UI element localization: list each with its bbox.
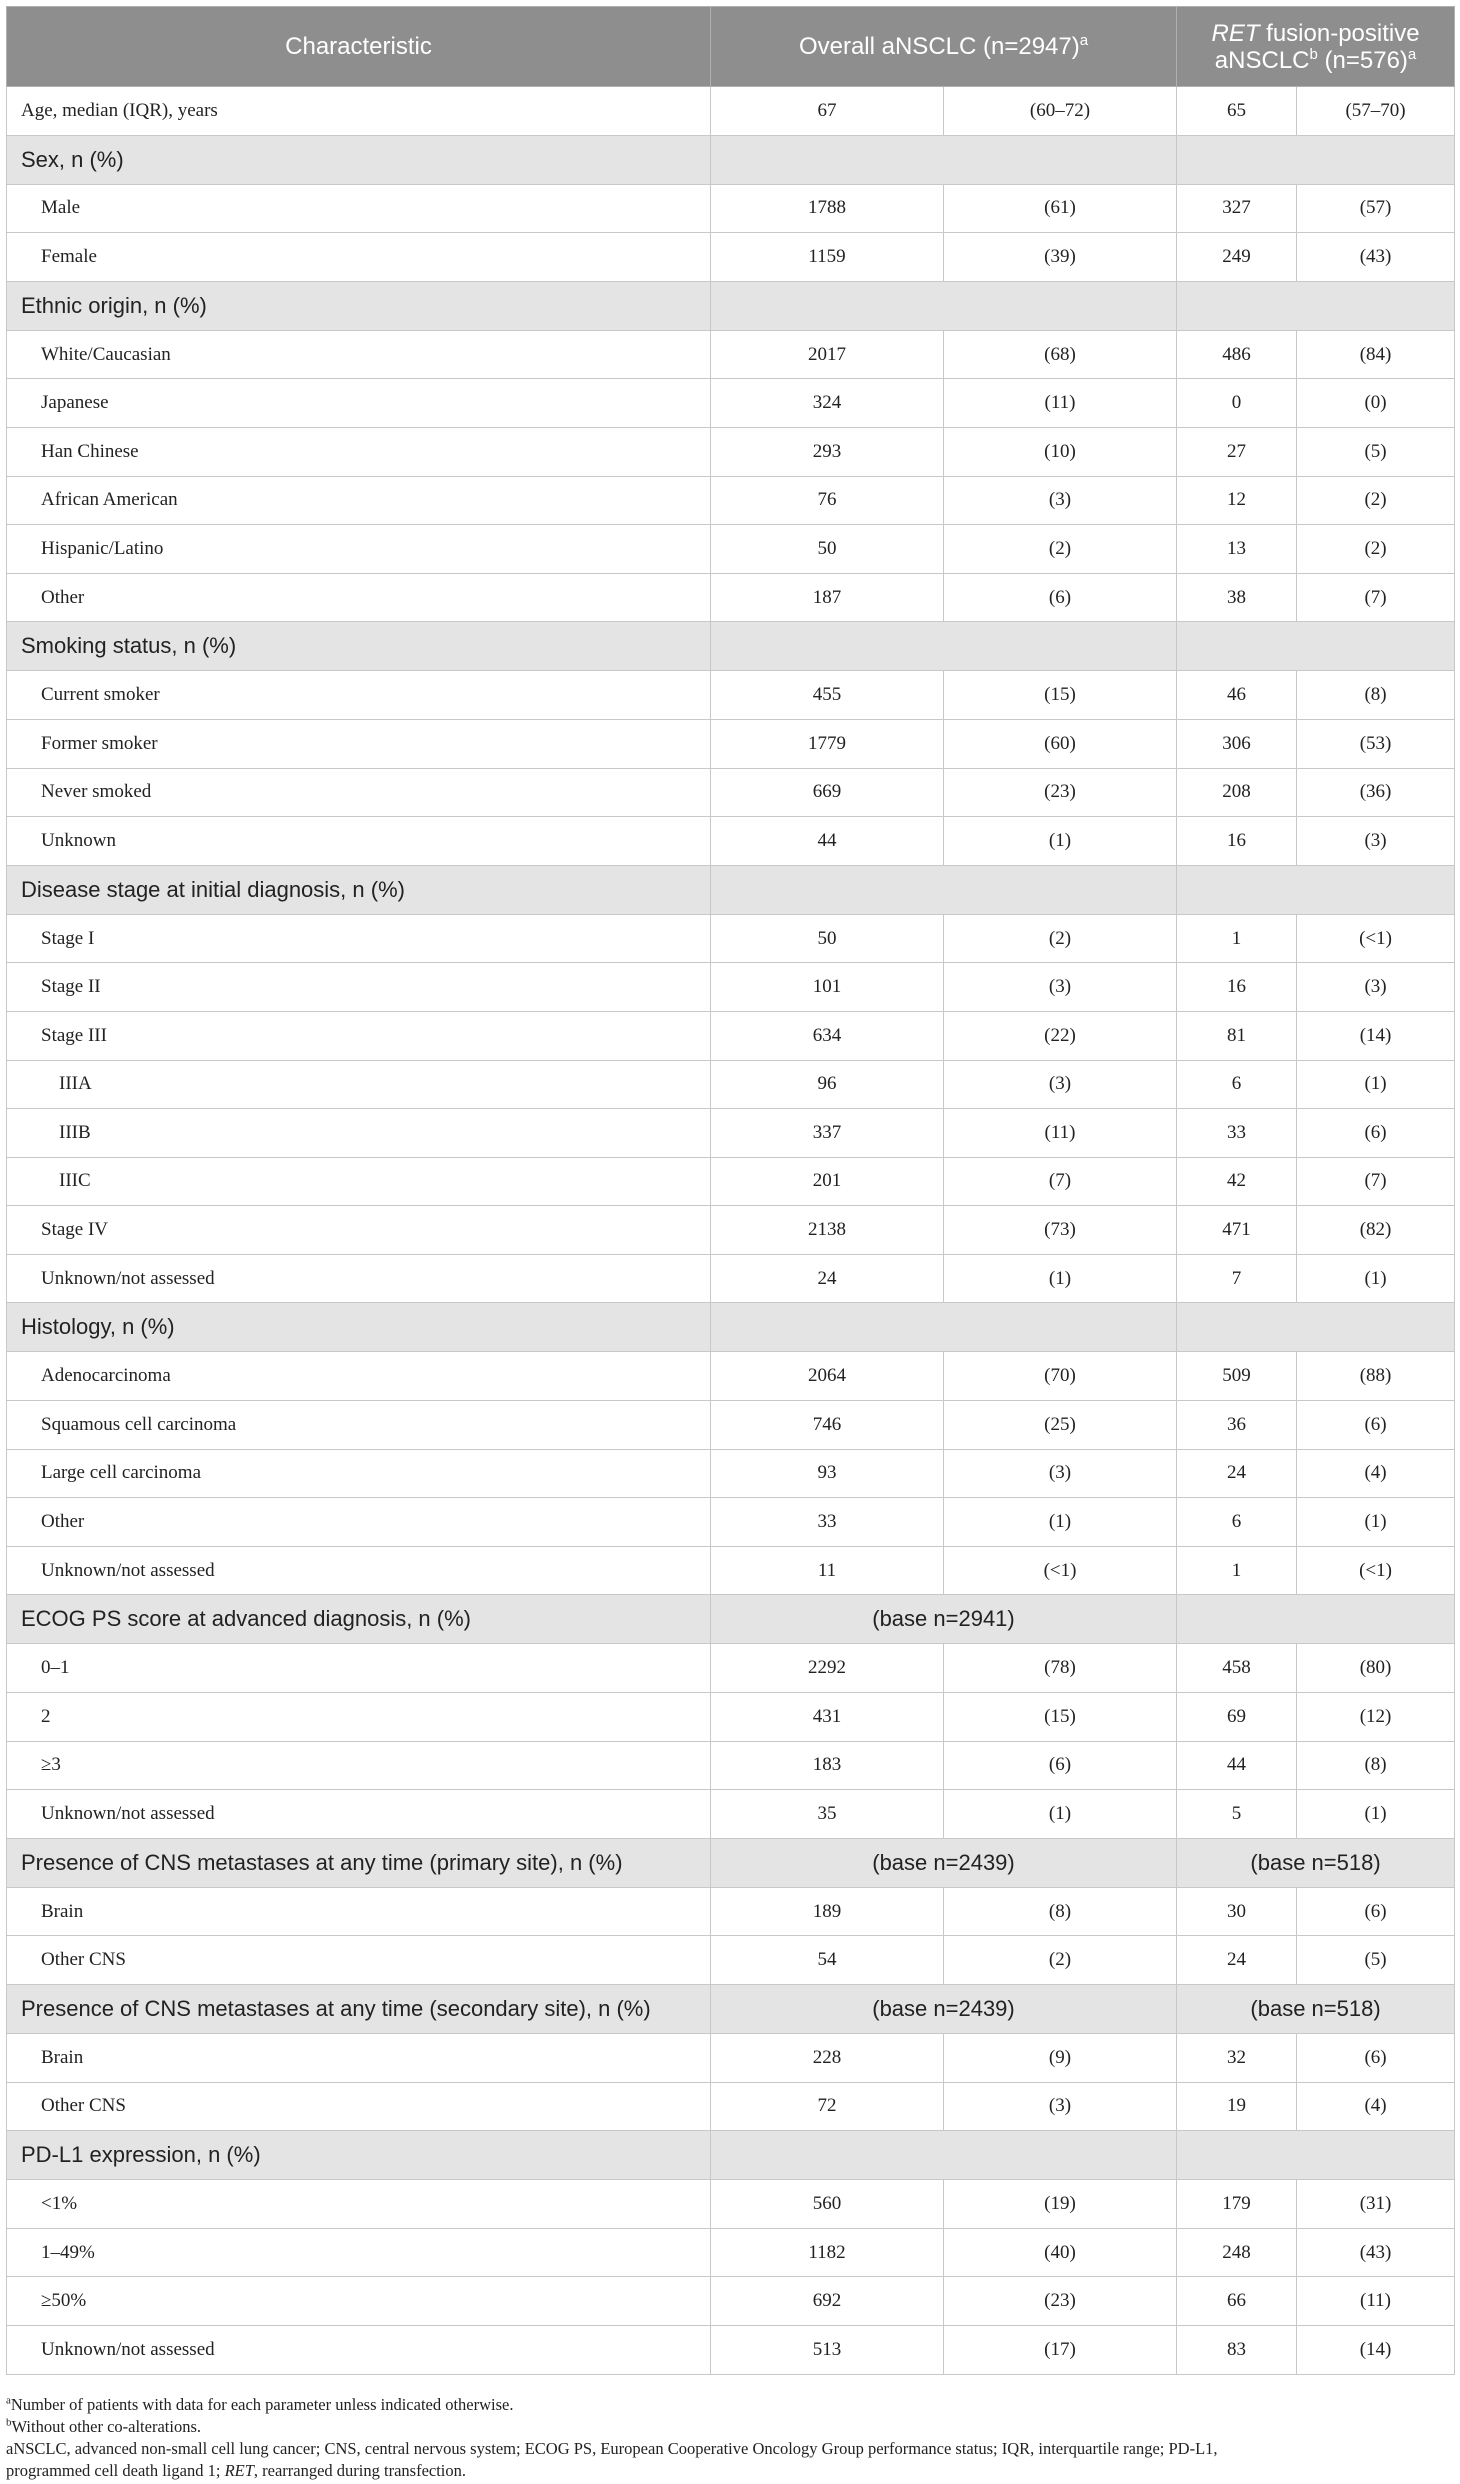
section-label: ECOG PS score at advanced diagnosis, n (%) [7, 1595, 711, 1644]
row-label: Brain [7, 1887, 711, 1936]
ret-value-paren: (3) [1297, 963, 1455, 1012]
overall-value-paren: (11) [944, 379, 1177, 428]
section-base-ret: (base n=518) [1177, 1985, 1455, 2034]
ret-value-paren: (57–70) [1297, 87, 1455, 136]
row-label: Male [7, 184, 711, 233]
section-base-ret: (base n=518) [1177, 1838, 1455, 1887]
section-base-ret [1177, 281, 1455, 330]
ret-value-paren: (36) [1297, 768, 1455, 817]
ret-value-paren: (2) [1297, 525, 1455, 574]
ret-n: 5 [1177, 1790, 1297, 1839]
overall-n: 228 [711, 2034, 944, 2083]
ret-n: 1 [1177, 914, 1297, 963]
section-row [7, 865, 1455, 914]
table-row [7, 2034, 1455, 2083]
ret-n: 36 [1177, 1401, 1297, 1450]
overall-n: 1788 [711, 184, 944, 233]
footnote-a-text: Number of patients with data for each parameter unless indicated otherwise. [10, 2395, 514, 2414]
characteristics-table [6, 6, 1455, 2375]
section-base-ret [1177, 2131, 1455, 2180]
header-ret-gene: RET [1211, 19, 1260, 47]
table-row [7, 963, 1455, 1012]
section-base-overall: (base n=2941) [711, 1595, 1177, 1644]
table-row [7, 817, 1455, 866]
section-base-overall [711, 1303, 1177, 1352]
row-label: 2 [7, 1693, 711, 1742]
ret-value-paren: (14) [1297, 2325, 1455, 2374]
overall-n: 1779 [711, 719, 944, 768]
row-label: IIIC [7, 1157, 711, 1206]
ret-value-paren: (1) [1297, 1254, 1455, 1303]
abbreviations-line-1: aNSCLC, advanced non-small cell lung cancer; CNS, central nervous system; ECOG PS, European Cooperative Oncology Group performance status; IQR, interquartile range; PD-L1, [6, 2439, 1218, 2458]
table-row [7, 2228, 1455, 2277]
table-row [7, 768, 1455, 817]
overall-value-paren: (39) [944, 233, 1177, 282]
table-row [7, 2180, 1455, 2229]
ret-value-paren: (1) [1297, 1060, 1455, 1109]
section-label: Histology, n (%) [7, 1303, 711, 1352]
section-label: Sex, n (%) [7, 135, 711, 184]
table-row [7, 1936, 1455, 1985]
table-row [7, 1352, 1455, 1401]
ret-n: 13 [1177, 525, 1297, 574]
overall-n: 50 [711, 525, 944, 574]
section-label: Presence of CNS metastases at any time (secondary site), n (%) [7, 1985, 711, 2034]
overall-n: 669 [711, 768, 944, 817]
overall-value-paren: (73) [944, 1206, 1177, 1255]
ret-n: 44 [1177, 1741, 1297, 1790]
ret-n: 81 [1177, 1011, 1297, 1060]
section-row [7, 622, 1455, 671]
section-base-overall [711, 865, 1177, 914]
footnote-marker-a: a [1407, 45, 1417, 63]
table-row [7, 330, 1455, 379]
table-row [7, 1790, 1455, 1839]
overall-n: 2017 [711, 330, 944, 379]
row-label: Stage IV [7, 1206, 711, 1255]
section-base-overall [711, 622, 1177, 671]
table-row [7, 379, 1455, 428]
table-row [7, 476, 1455, 525]
table-row [7, 1109, 1455, 1158]
row-label: Age, median (IQR), years [7, 87, 711, 136]
table-row [7, 1644, 1455, 1693]
table-row [7, 184, 1455, 233]
header-overall-text: Overall aNSCLC (n=2947) [798, 32, 1080, 60]
ret-value-paren: (31) [1297, 2180, 1455, 2229]
overall-value-paren: (2) [944, 525, 1177, 574]
table-row [7, 87, 1455, 136]
row-label: Other CNS [7, 1936, 711, 1985]
overall-n: 2292 [711, 1644, 944, 1693]
overall-value-paren: (61) [944, 184, 1177, 233]
overall-value-paren: (1) [944, 1254, 1177, 1303]
table-row [7, 525, 1455, 574]
ret-n: 0 [1177, 379, 1297, 428]
overall-n: 11 [711, 1546, 944, 1595]
section-base-overall [711, 2131, 1177, 2180]
section-row [7, 1303, 1455, 1352]
ret-n: 65 [1177, 87, 1297, 136]
overall-n: 33 [711, 1498, 944, 1547]
table-row [7, 1401, 1455, 1450]
row-label: Stage III [7, 1011, 711, 1060]
overall-value-paren: (15) [944, 1693, 1177, 1742]
row-label: Unknown/not assessed [7, 1254, 711, 1303]
table-row [7, 1449, 1455, 1498]
ret-value-paren: (<1) [1297, 1546, 1455, 1595]
row-label: African American [7, 476, 711, 525]
overall-value-paren: (11) [944, 1109, 1177, 1158]
overall-n: 513 [711, 2325, 944, 2374]
ret-n: 306 [1177, 719, 1297, 768]
ret-value-paren: (84) [1297, 330, 1455, 379]
section-label: PD-L1 expression, n (%) [7, 2131, 711, 2180]
overall-value-paren: (8) [944, 1887, 1177, 1936]
table-row [7, 1546, 1455, 1595]
overall-value-paren: (9) [944, 2034, 1177, 2083]
ret-value-paren: (7) [1297, 1157, 1455, 1206]
table-row [7, 1887, 1455, 1936]
header-overall [711, 7, 1177, 87]
row-label: ≥50% [7, 2277, 711, 2326]
overall-value-paren: (<1) [944, 1546, 1177, 1595]
table-row [7, 1498, 1455, 1547]
overall-n: 1182 [711, 2228, 944, 2277]
header-ret [1177, 7, 1455, 87]
overall-n: 2064 [711, 1352, 944, 1401]
footnote-a [6, 2394, 1454, 2416]
overall-n: 24 [711, 1254, 944, 1303]
overall-n: 634 [711, 1011, 944, 1060]
overall-value-paren: (7) [944, 1157, 1177, 1206]
ret-n: 179 [1177, 2180, 1297, 2229]
section-base-overall: (base n=2439) [711, 1985, 1177, 2034]
ret-n: 83 [1177, 2325, 1297, 2374]
table-row [7, 2325, 1455, 2374]
ret-value-paren: (2) [1297, 476, 1455, 525]
row-label: Other CNS [7, 2082, 711, 2131]
footnotes [6, 2394, 1454, 2482]
overall-value-paren: (78) [944, 1644, 1177, 1693]
table-row [7, 671, 1455, 720]
header-ret-n: (n=576) [1317, 46, 1408, 74]
ret-n: 16 [1177, 817, 1297, 866]
overall-value-paren: (2) [944, 914, 1177, 963]
row-label: Large cell carcinoma [7, 1449, 711, 1498]
ret-n: 66 [1177, 2277, 1297, 2326]
row-label: Hispanic/Latino [7, 525, 711, 574]
ret-value-paren: (6) [1297, 1887, 1455, 1936]
footnote-b-mark: b [6, 2416, 12, 2429]
overall-n: 560 [711, 2180, 944, 2229]
overall-value-paren: (23) [944, 768, 1177, 817]
table-row [7, 719, 1455, 768]
footnote-b [6, 2416, 1454, 2438]
ret-value-paren: (43) [1297, 2228, 1455, 2277]
overall-n: 67 [711, 87, 944, 136]
overall-n: 1159 [711, 233, 944, 282]
overall-value-paren: (3) [944, 1449, 1177, 1498]
ret-value-paren: (3) [1297, 817, 1455, 866]
overall-value-paren: (3) [944, 963, 1177, 1012]
ret-n: 486 [1177, 330, 1297, 379]
footnote-a-mark: a [6, 2394, 11, 2407]
row-label: Stage I [7, 914, 711, 963]
overall-value-paren: (19) [944, 2180, 1177, 2229]
table-row [7, 1060, 1455, 1109]
table-row [7, 2082, 1455, 2131]
ret-value-paren: (5) [1297, 1936, 1455, 1985]
overall-value-paren: (6) [944, 573, 1177, 622]
overall-value-paren: (17) [944, 2325, 1177, 2374]
table-row [7, 1206, 1455, 1255]
overall-value-paren: (1) [944, 1498, 1177, 1547]
section-row [7, 1595, 1455, 1644]
ret-value-paren: (53) [1297, 719, 1455, 768]
ret-n: 27 [1177, 427, 1297, 476]
ret-n: 458 [1177, 1644, 1297, 1693]
row-label: Female [7, 233, 711, 282]
ret-value-paren: (11) [1297, 2277, 1455, 2326]
overall-n: 96 [711, 1060, 944, 1109]
ret-n: 12 [1177, 476, 1297, 525]
footnote-marker-b: b [1309, 45, 1318, 63]
section-row [7, 281, 1455, 330]
overall-value-paren: (2) [944, 1936, 1177, 1985]
overall-value-paren: (60) [944, 719, 1177, 768]
ret-n: 30 [1177, 1887, 1297, 1936]
abbreviations-ret: RET [224, 2461, 254, 2480]
section-row [7, 1838, 1455, 1887]
header-ret-line1: fusion-positive [1259, 19, 1420, 47]
overall-value-paren: (68) [944, 330, 1177, 379]
ret-value-paren: (6) [1297, 1401, 1455, 1450]
ret-n: 38 [1177, 573, 1297, 622]
overall-n: 692 [711, 2277, 944, 2326]
overall-n: 324 [711, 379, 944, 428]
ret-n: 24 [1177, 1449, 1297, 1498]
overall-n: 2138 [711, 1206, 944, 1255]
ret-n: 6 [1177, 1060, 1297, 1109]
overall-value-paren: (22) [944, 1011, 1177, 1060]
table-row [7, 573, 1455, 622]
overall-value-paren: (3) [944, 476, 1177, 525]
row-label: Other [7, 573, 711, 622]
section-base-ret [1177, 865, 1455, 914]
abbreviations-line-2: programmed cell death ligand 1; [6, 2461, 225, 2480]
overall-n: 337 [711, 1109, 944, 1158]
table-row [7, 1741, 1455, 1790]
table-row [7, 1157, 1455, 1206]
overall-value-paren: (70) [944, 1352, 1177, 1401]
table-row [7, 1693, 1455, 1742]
section-row [7, 2131, 1455, 2180]
ret-value-paren: (43) [1297, 233, 1455, 282]
ret-value-paren: (5) [1297, 427, 1455, 476]
ret-value-paren: (0) [1297, 379, 1455, 428]
section-row [7, 1985, 1455, 2034]
ret-value-paren: (88) [1297, 1352, 1455, 1401]
ret-n: 16 [1177, 963, 1297, 1012]
ret-n: 327 [1177, 184, 1297, 233]
section-label: Disease stage at initial diagnosis, n (%) [7, 865, 711, 914]
overall-value-paren: (3) [944, 2082, 1177, 2131]
row-label: IIIB [7, 1109, 711, 1158]
overall-n: 93 [711, 1449, 944, 1498]
overall-value-paren: (10) [944, 427, 1177, 476]
ret-n: 42 [1177, 1157, 1297, 1206]
row-label: Unknown/not assessed [7, 2325, 711, 2374]
overall-value-paren: (60–72) [944, 87, 1177, 136]
row-label: Stage II [7, 963, 711, 1012]
header-ret-line2: aNSCLC [1214, 46, 1310, 74]
section-base-ret [1177, 135, 1455, 184]
ret-n: 509 [1177, 1352, 1297, 1401]
overall-value-paren: (1) [944, 1790, 1177, 1839]
section-label: Ethnic origin, n (%) [7, 281, 711, 330]
table-row [7, 1254, 1455, 1303]
ret-n: 69 [1177, 1693, 1297, 1742]
ret-value-paren: (57) [1297, 184, 1455, 233]
overall-n: 201 [711, 1157, 944, 1206]
ret-n: 6 [1177, 1498, 1297, 1547]
overall-n: 431 [711, 1693, 944, 1742]
overall-value-paren: (1) [944, 817, 1177, 866]
overall-n: 44 [711, 817, 944, 866]
ret-n: 19 [1177, 2082, 1297, 2131]
ret-n: 24 [1177, 1936, 1297, 1985]
ret-value-paren: (1) [1297, 1790, 1455, 1839]
ret-value-paren: (1) [1297, 1498, 1455, 1547]
row-label: ≥3 [7, 1741, 711, 1790]
overall-n: 187 [711, 573, 944, 622]
section-base-overall [711, 135, 1177, 184]
overall-value-paren: (23) [944, 2277, 1177, 2326]
section-base-ret [1177, 1303, 1455, 1352]
ret-value-paren: (8) [1297, 1741, 1455, 1790]
abbreviations-line-2-end: , rearranged during transfection. [253, 2461, 467, 2480]
row-label: Japanese [7, 379, 711, 428]
row-label: Squamous cell carcinoma [7, 1401, 711, 1450]
section-label: Smoking status, n (%) [7, 622, 711, 671]
header-characteristic: Characteristic [7, 7, 711, 87]
overall-n: 72 [711, 2082, 944, 2131]
overall-value-paren: (15) [944, 671, 1177, 720]
row-label: Unknown [7, 817, 711, 866]
overall-n: 76 [711, 476, 944, 525]
ret-value-paren: (14) [1297, 1011, 1455, 1060]
row-label: Never smoked [7, 768, 711, 817]
table-row [7, 914, 1455, 963]
overall-n: 35 [711, 1790, 944, 1839]
ret-value-paren: (6) [1297, 2034, 1455, 2083]
overall-n: 293 [711, 427, 944, 476]
ret-value-paren: (12) [1297, 1693, 1455, 1742]
row-label: Unknown/not assessed [7, 1546, 711, 1595]
table-body [7, 87, 1455, 2375]
overall-value-paren: (3) [944, 1060, 1177, 1109]
overall-n: 101 [711, 963, 944, 1012]
ret-n: 46 [1177, 671, 1297, 720]
section-base-ret [1177, 1595, 1455, 1644]
row-label: <1% [7, 2180, 711, 2229]
overall-n: 183 [711, 1741, 944, 1790]
ret-n: 1 [1177, 1546, 1297, 1595]
section-row [7, 135, 1455, 184]
footnote-b-text: Without other co-alterations. [11, 2417, 201, 2436]
table-row [7, 2277, 1455, 2326]
row-label: Adenocarcinoma [7, 1352, 711, 1401]
ret-n: 249 [1177, 233, 1297, 282]
ret-value-paren: (4) [1297, 2082, 1455, 2131]
row-label: Unknown/not assessed [7, 1790, 711, 1839]
ret-n: 32 [1177, 2034, 1297, 2083]
section-label: Presence of CNS metastases at any time (primary site), n (%) [7, 1838, 711, 1887]
ret-value-paren: (80) [1297, 1644, 1455, 1693]
table-row [7, 233, 1455, 282]
footnote-marker-a: a [1079, 31, 1089, 49]
ret-n: 33 [1177, 1109, 1297, 1158]
ret-value-paren: (4) [1297, 1449, 1455, 1498]
ret-n: 471 [1177, 1206, 1297, 1255]
ret-n: 208 [1177, 768, 1297, 817]
overall-value-paren: (25) [944, 1401, 1177, 1450]
overall-n: 189 [711, 1887, 944, 1936]
ret-value-paren: (8) [1297, 671, 1455, 720]
row-label: Han Chinese [7, 427, 711, 476]
section-base-overall: (base n=2439) [711, 1838, 1177, 1887]
overall-n: 455 [711, 671, 944, 720]
ret-value-paren: (82) [1297, 1206, 1455, 1255]
section-base-overall [711, 281, 1177, 330]
row-label: Other [7, 1498, 711, 1547]
row-label: 1–49% [7, 2228, 711, 2277]
ret-n: 248 [1177, 2228, 1297, 2277]
row-label: Current smoker [7, 671, 711, 720]
section-base-ret [1177, 622, 1455, 671]
row-label: Former smoker [7, 719, 711, 768]
header-row [7, 7, 1455, 87]
table-row [7, 427, 1455, 476]
table-row [7, 1011, 1455, 1060]
ret-value-paren: (<1) [1297, 914, 1455, 963]
row-label: IIIA [7, 1060, 711, 1109]
overall-n: 54 [711, 1936, 944, 1985]
row-label: Brain [7, 2034, 711, 2083]
ret-value-paren: (6) [1297, 1109, 1455, 1158]
overall-value-paren: (6) [944, 1741, 1177, 1790]
overall-n: 746 [711, 1401, 944, 1450]
overall-value-paren: (40) [944, 2228, 1177, 2277]
overall-n: 50 [711, 914, 944, 963]
row-label: White/Caucasian [7, 330, 711, 379]
abbreviations [6, 2438, 1454, 2482]
row-label: 0–1 [7, 1644, 711, 1693]
ret-n: 7 [1177, 1254, 1297, 1303]
ret-value-paren: (7) [1297, 573, 1455, 622]
